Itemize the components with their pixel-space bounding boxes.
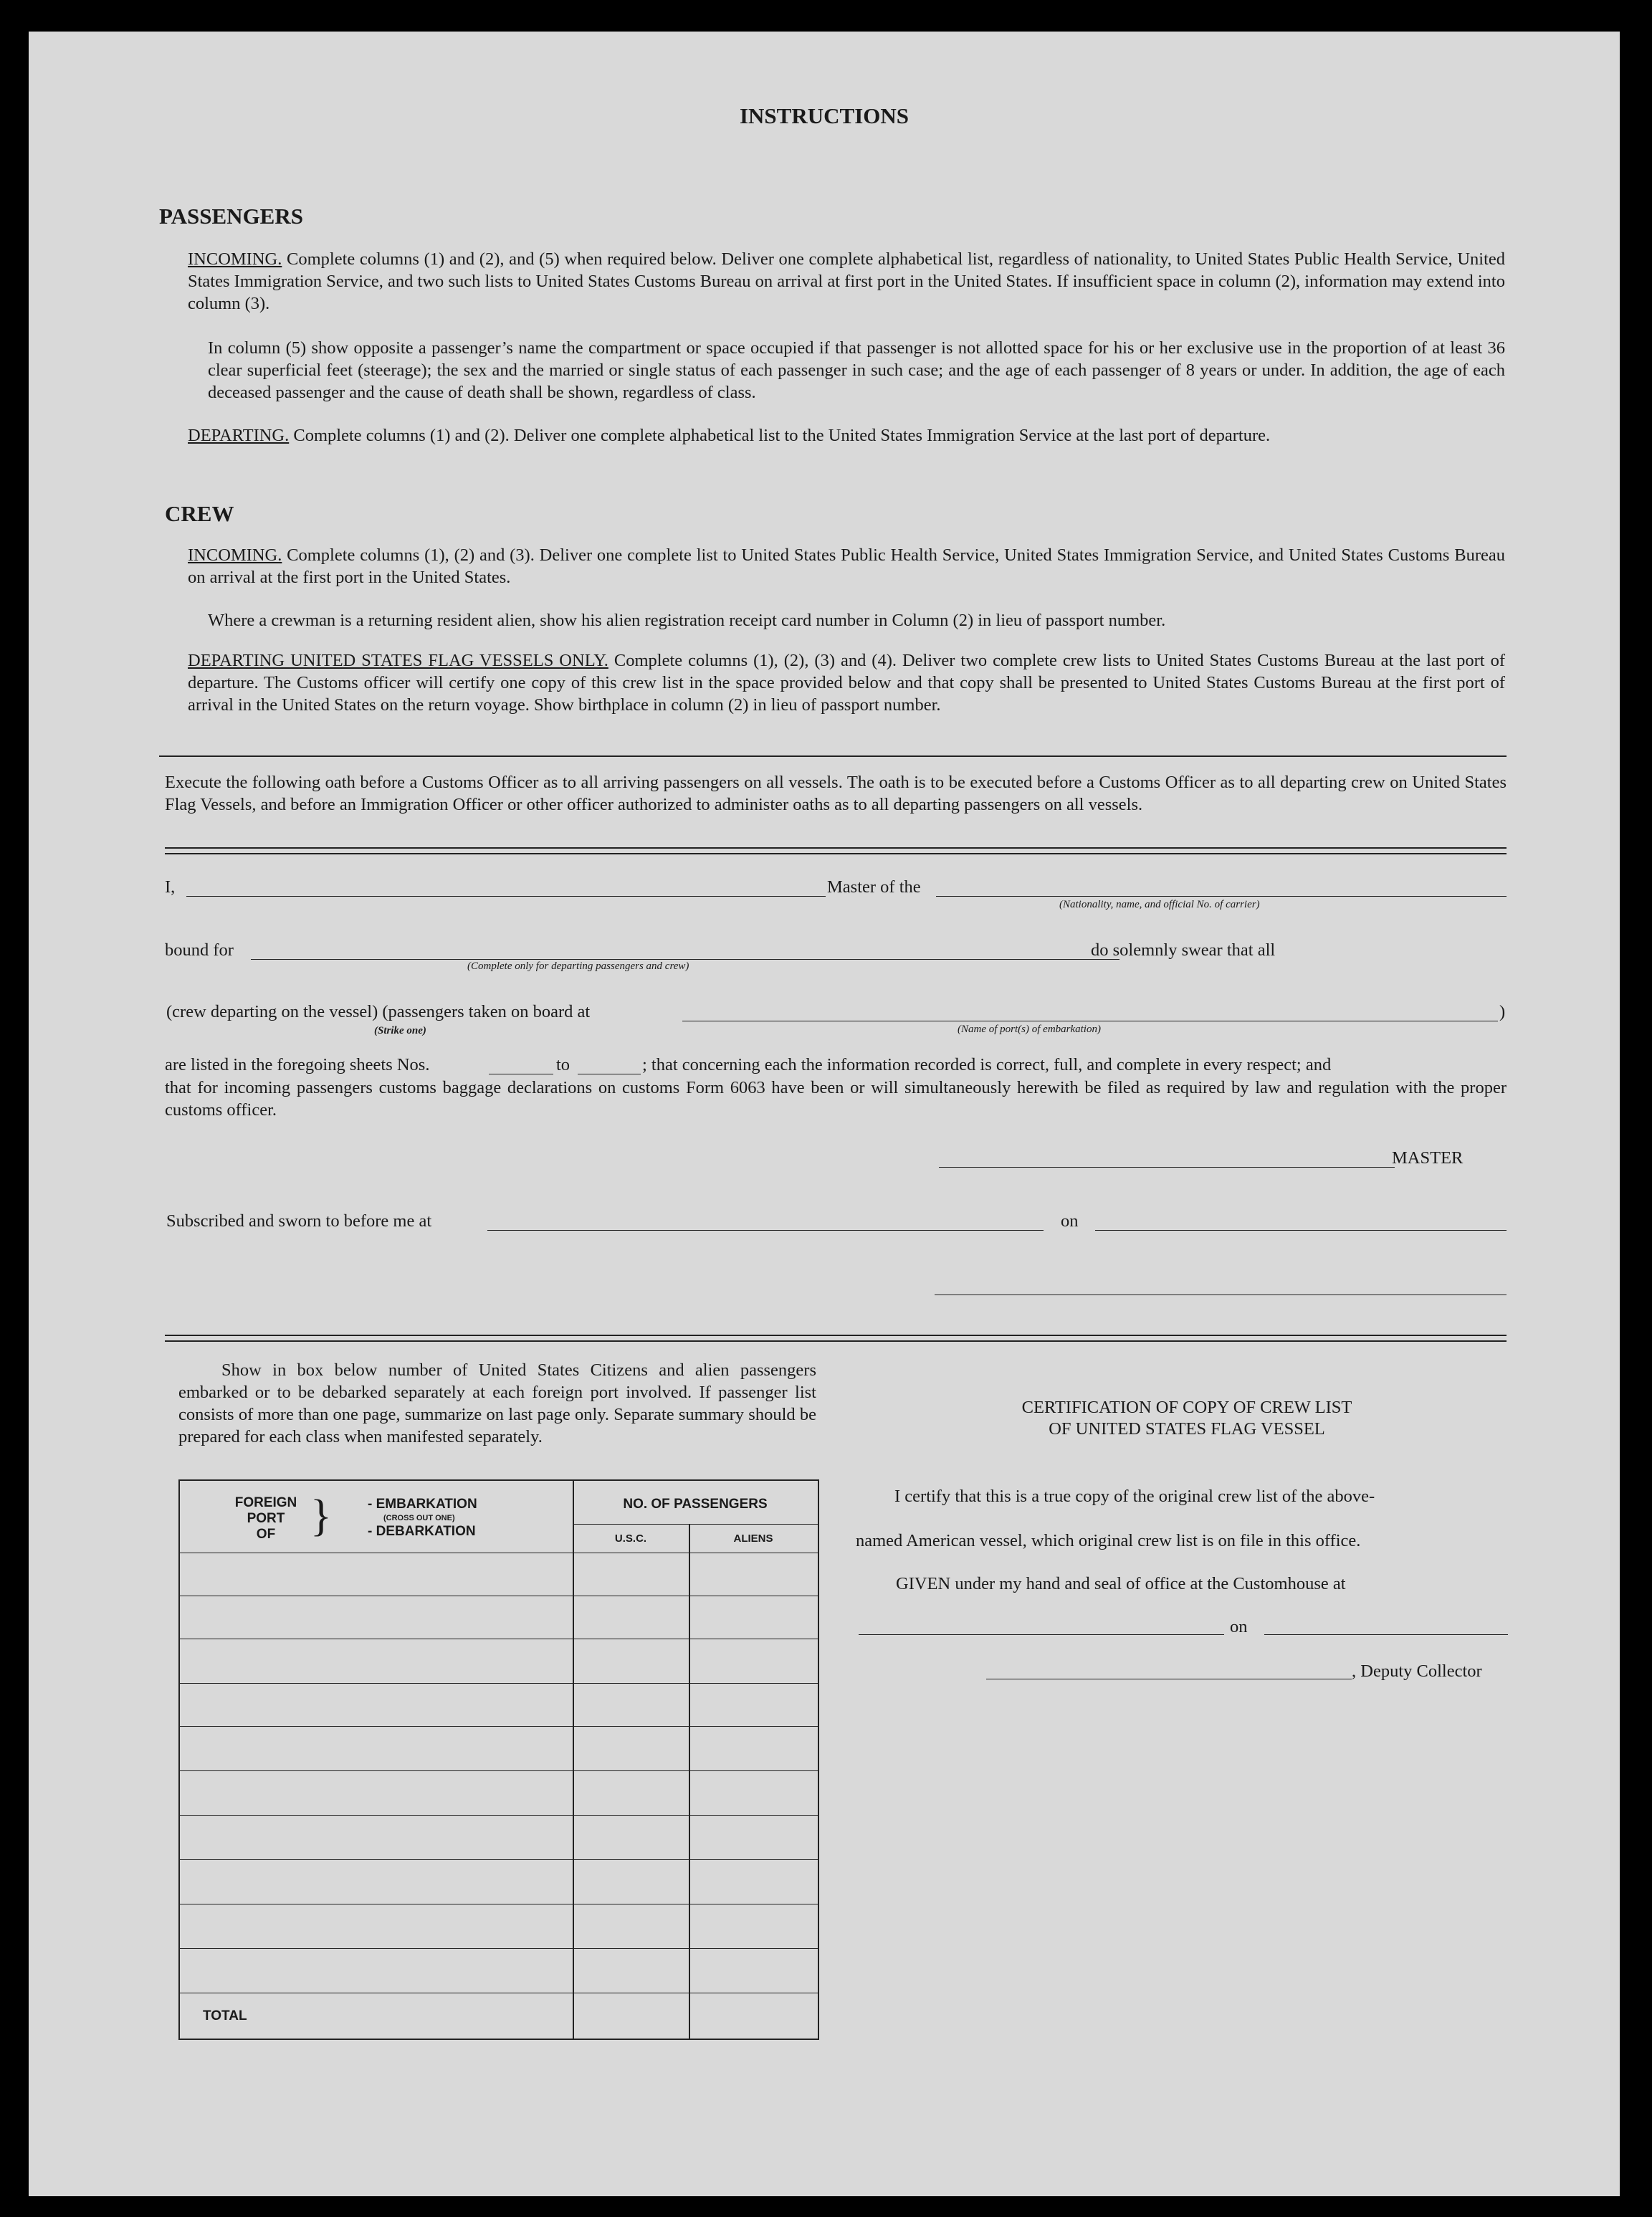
table-divider-1 <box>573 1481 574 2039</box>
passengers-heading: PASSENGERS <box>159 204 303 229</box>
crew-resident-paragraph: Where a crewman is a returning resident alien, show his alien registration receipt card number in Column (2) in lieu of passport number. <box>208 611 1166 630</box>
table-row-line <box>180 1726 818 1727</box>
master-label: MASTER <box>1392 1148 1464 1168</box>
table-row-line <box>180 1859 818 1860</box>
passengers-incoming-paragraph <box>188 248 1505 315</box>
certification-on-label: on <box>1230 1617 1248 1636</box>
oath-i-label: I, <box>165 877 176 897</box>
customhouse-field[interactable] <box>859 1634 1224 1635</box>
crew-heading: CREW <box>165 501 234 526</box>
col-foreign: FOREIGN <box>234 1495 297 1510</box>
passengers-departing-paragraph <box>188 424 1505 447</box>
port-caption: (Name of port(s) of embarkation) <box>958 1024 1101 1035</box>
master-name-field[interactable] <box>186 896 826 897</box>
crew-departing-paragraph <box>188 649 1505 716</box>
form-page <box>29 32 1620 2196</box>
bound-for-label: bound for <box>165 940 234 960</box>
oath-rule-top <box>165 847 1507 849</box>
passengers-departing-text: Complete columns (1) and (2). Deliver one complete alphabetical list to the United States Immigration Service at the last port of departure. <box>293 426 1271 445</box>
table-row-line <box>180 1683 818 1684</box>
swear-label: do solemnly swear that all <box>1091 940 1276 960</box>
listed-statement: ; that concerning each the information recorded is correct, full, and complete in every respect; and <box>642 1055 1332 1074</box>
oath-rule-bottom <box>165 853 1507 854</box>
summary-instructions: Show in box below number of United States Citizens and alien passengers embarked or to be debarked separately at each foreign port involved. If passenger list consists of more than one page, summarize on last page only. Separate summary should be prepared for each class when manifested separately. <box>178 1360 816 1446</box>
passengers-incoming-label: INCOMING. <box>188 249 282 269</box>
col-cross-out: (CROSS OUT ONE) <box>383 1514 455 1522</box>
section-divider <box>159 755 1507 757</box>
close-paren: ) <box>1499 1002 1506 1021</box>
crew-incoming-label: INCOMING. <box>188 545 282 565</box>
col-of: OF <box>256 1527 276 1542</box>
carrier-caption: (Nationality, name, and official No. of carrier) <box>1059 899 1260 910</box>
brace-icon: } <box>310 1492 332 1540</box>
oath-intro: Execute the following oath before a Customs Officer as to all arriving passengers on all vessels. The oath is to be executed before a Customs Officer as to all departing crew on United States Flag Vessels, and before an Immigration Officer or other officer authorized to administer oaths as to all departing passengers on all vessels. <box>165 773 1507 814</box>
deputy-collector-label: , Deputy Collector <box>1352 1661 1482 1681</box>
baggage-statement: that for incoming passengers customs baggage declarations on customs Form 6063 have been or will simultaneously herewith be filed as required by law and regulation with the proper customs officer. <box>165 1078 1507 1120</box>
passenger-summary-table <box>178 1479 819 2040</box>
certification-heading-2: OF UNITED STATES FLAG VESSEL <box>1049 1419 1325 1439</box>
certification-line-2: named American vessel, which original crew list is on file in this office. <box>856 1531 1361 1550</box>
table-row-line <box>180 1815 818 1816</box>
master-of-the-label: Master of the <box>827 877 921 897</box>
sworn-on-label: on <box>1061 1211 1079 1231</box>
certification-line-3: GIVEN under my hand and seal of office at the Customhouse at <box>896 1574 1346 1593</box>
certification-line-1: I certify that this is a true copy of the original crew list of the above- <box>894 1487 1375 1506</box>
table-subheader-line <box>573 1524 818 1525</box>
page-title: INSTRUCTIONS <box>739 103 909 128</box>
table-row-line <box>180 1770 818 1771</box>
subscribed-label: Subscribed and sworn to before me at <box>166 1211 432 1231</box>
col-no-of-passengers: NO. OF PASSENGERS <box>623 1497 768 1512</box>
bound-for-field[interactable] <box>251 959 1119 960</box>
col-aliens: ALIENS <box>733 1532 773 1545</box>
col-debarkation: - DEBARKATION <box>368 1524 476 1539</box>
summary-rule-top <box>165 1335 1507 1336</box>
table-row-line <box>180 1948 818 1949</box>
sworn-date-field[interactable] <box>1095 1230 1507 1231</box>
summary-rule-bottom <box>165 1340 1507 1342</box>
passengers-column5-paragraph: In column (5) show opposite a passenger’s name the compartment or space occupied if that passenger is not allotted space for his or her exclusive use in the proportion of at least 36 clear superficial feet (steerage); the sex and the married or single status of each passenger in such case; and the age of each passenger of 8 years or under. In addition, the age of each deceased passenger and the cause of death shall be shown, regardless of class. <box>208 338 1505 402</box>
col-port: PORT <box>247 1511 285 1526</box>
col-embarkation: - EMBARKATION <box>368 1497 477 1512</box>
passengers-incoming-text: Complete columns (1) and (2), and (5) when required below. Deliver one complete alphabetical list, regardless of nationality, to United States Public Health Service, United States Immigration Service, and two such lists to United States Customs Bureau on arrival at first port in the United States. If insufficient space in column (2), information may extend into column (3). <box>188 249 1506 313</box>
crew-departing-label-oath: (crew departing on the vessel) (passengers taken on board at <box>166 1002 591 1021</box>
col-usc: U.S.C. <box>614 1532 647 1545</box>
certification-heading-1: CERTIFICATION OF COPY OF CREW LIST <box>1021 1398 1352 1417</box>
listed-to-label: to <box>556 1055 570 1074</box>
table-divider-2 <box>689 1524 690 2039</box>
carrier-field[interactable] <box>936 896 1507 897</box>
crew-departing-label: DEPARTING UNITED STATES FLAG VESSELS ONLY. <box>188 651 608 670</box>
listed-label: are listed in the foregoing sheets Nos. <box>165 1055 430 1074</box>
crew-departing-text: Complete columns (1), (2), (3) and (4). Deliver two complete crew lists to United States Customs Bureau at the last port of departure. The Customs officer will certify one copy of this crew list in the space provided below and that copy shall be presented to United States Customs Bureau at the first port of arrival in the United States on the return voyage. Show birthplace in column (2) in lieu of passport number. <box>188 651 1505 715</box>
strike-caption: (Strike one) <box>374 1025 426 1036</box>
crew-incoming-paragraph <box>188 544 1505 588</box>
sworn-place-field[interactable] <box>487 1230 1044 1231</box>
passengers-departing-label: DEPARTING. <box>188 426 290 445</box>
certification-date-field[interactable] <box>1264 1634 1508 1635</box>
bound-for-caption: (Complete only for departing passengers and crew) <box>467 960 689 972</box>
total-label: TOTAL <box>203 2008 247 2023</box>
crew-incoming-text: Complete columns (1), (2) and (3). Deliver one complete list to United States Public Health Service, United States Immigration Service, and United States Customs Bureau on arrival at the first port in the United States. <box>188 545 1505 587</box>
master-signature-field[interactable] <box>939 1167 1395 1168</box>
